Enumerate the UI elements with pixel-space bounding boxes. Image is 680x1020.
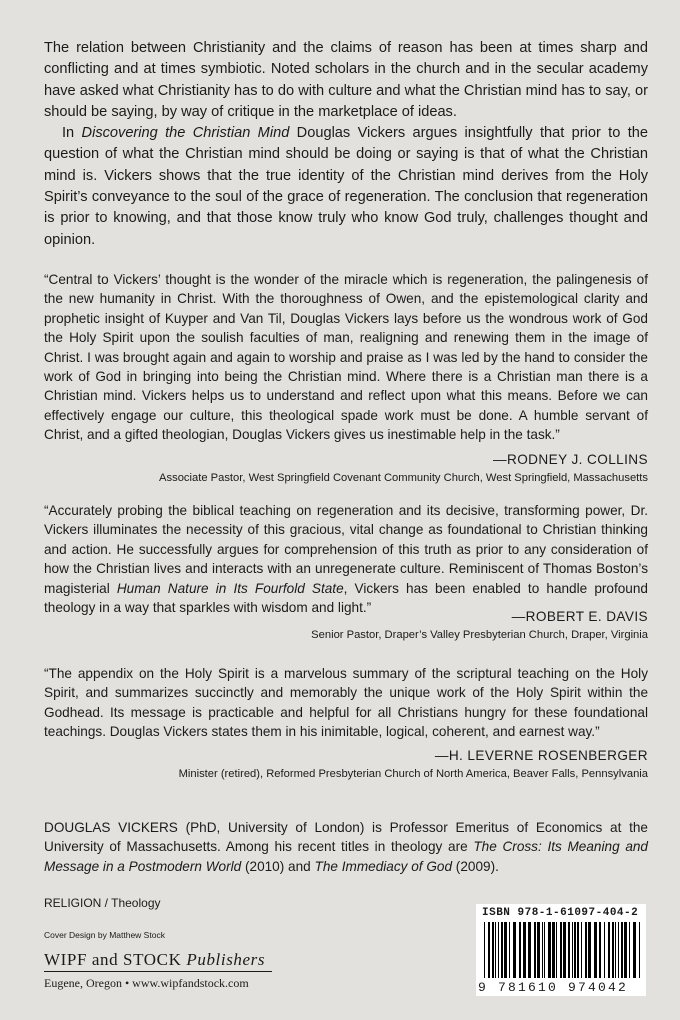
barcode-bar bbox=[495, 922, 496, 978]
barcode-bar bbox=[577, 922, 579, 978]
cited-title: Human Nature in Its Fourfold State bbox=[116, 580, 344, 596]
barcode-bars bbox=[484, 922, 640, 978]
bio-mid: (2010) and bbox=[241, 858, 315, 874]
barcode-bar bbox=[624, 922, 627, 978]
barcode-bar bbox=[621, 922, 623, 978]
blurb-p2-start: In bbox=[62, 125, 82, 142]
barcode-bar bbox=[552, 922, 555, 978]
barcode-bar bbox=[572, 922, 573, 978]
endorser-role-rosenberger: Minister (retired), Reformed Presbyterian Church of North America, Beaver Falls, Pennsylvania bbox=[178, 768, 648, 780]
barcode-bar bbox=[588, 922, 591, 978]
endorser-role-collins: Associate Pastor, West Springfield Covenant Community Church, West Springfield, Massachusetts bbox=[159, 472, 648, 484]
bio-end: (2009). bbox=[452, 858, 499, 874]
barcode-bar bbox=[608, 922, 610, 978]
bio-start: DOUGLAS VICKERS (PhD, University of London) is Professor Emeritus of Economics at the University of Massachusetts. Among his recent titles in theology are bbox=[44, 820, 648, 855]
blurb-paragraph-1: The relation between Christianity and the claims of reason has been at times sharp and conflicting and at times symbiotic. Noted scholars in the church and in the secular academy have asked what Christianity has to do with culture and what the Christian mind has to say, or should be saying, by way of critique in the marketplace of ideas. bbox=[44, 40, 648, 120]
book-title: Discovering the Christian Mind bbox=[81, 125, 290, 142]
endorser-name-davis: —ROBERT E. DAVIS bbox=[511, 609, 648, 624]
barcode-bar bbox=[629, 922, 630, 978]
barcode-bar bbox=[568, 922, 570, 978]
blurb-p2-rest: Douglas Vickers argues insightfully that prior to the question of what the Christian mind should be doing or saying is that of what the Christian mind is. Vickers shows that the true identity of the Christian mind derives from the Holy Spirit’s conveyance to the soul of the grace of regeneration. The conclusion that regeneration is prior to knowing, and that those know truly who know God truly, challenges thought and opinion. bbox=[44, 125, 648, 248]
endorsement-davis bbox=[44, 501, 648, 617]
ean-digits: 9 781610 974042 bbox=[478, 980, 629, 995]
barcode-bar bbox=[537, 922, 540, 978]
endorser-name-rosenberger: —H. LEVERNE ROSENBERGER bbox=[434, 748, 648, 763]
bio-title-1: The Cross: Its Meaning and Message in a Postmodern World bbox=[44, 839, 648, 874]
isbn-label: ISBN 978-1-61097-404-2 bbox=[482, 907, 639, 919]
publisher-location: Eugene, Oregon • www.wipfandstock.com bbox=[44, 976, 249, 990]
barcode-bar bbox=[618, 922, 619, 978]
publisher-divider bbox=[44, 971, 272, 972]
book-blurb bbox=[44, 38, 648, 251]
barcode-bar bbox=[639, 922, 640, 978]
barcode-bar bbox=[534, 922, 536, 978]
bio-title-2: The Immediacy of God bbox=[314, 858, 453, 874]
barcode-bar bbox=[615, 922, 616, 978]
barcode-bar bbox=[484, 922, 485, 978]
barcode-bar bbox=[604, 922, 605, 978]
barcode-bar bbox=[542, 922, 543, 978]
publisher-name: WIPF and STOCK bbox=[44, 950, 182, 969]
endorsement-rosenberger: “The appendix on the Holy Spirit is a marvelous summary of the scriptural teaching on the Holy Spirit, and summarizes succinctly and memorably the unique work of the Holy Spirit within the Godhead. Its message is practicable and helpful for all Christians hungry for these foundational teachings. Douglas Vickers states them in his inimitable, logical, coherent, and earnest way.” bbox=[44, 666, 648, 740]
barcode-bar bbox=[612, 922, 614, 978]
barcode-bar bbox=[585, 922, 587, 978]
barcode-bar bbox=[581, 922, 582, 978]
blurb-paragraph-2 bbox=[44, 123, 648, 251]
barcode-bar bbox=[504, 922, 507, 978]
barcode-bar bbox=[519, 922, 521, 978]
endorsement-collins: “Central to Vickers’ thought is the wonder of the miracle which is regeneration, the palingenesis of the new humanity in Christ. With the thoroughness of Owen, and the epistemological clarity and prophetic insight of Kuyper and Van Til, Douglas Vickers lays before us the wondrous work of God the Holy Spirit upon the soulish faculties of man, realigning and renewing them in the image of Christ. I was brought again and again to worship and praise as I was led by the hand to consider the work of God in bringing into being the Christian mind. Where there is a Christian man there is a Christian mind. Vickers helps us to understand and reflect upon what this means. Before we can effectively engage our culture, this theological spade work must be done. A humble servant of Christ, and a gifted theologian, Douglas Vickers gives us inestimable help in the task.” bbox=[44, 272, 648, 443]
endorser-name-collins: —RODNEY J. COLLINS bbox=[492, 452, 648, 467]
subject-category: RELIGION / Theology bbox=[44, 896, 161, 910]
barcode-bar bbox=[599, 922, 601, 978]
cover-design-credit: Cover Design by Matthew Stock bbox=[44, 930, 165, 940]
barcode-bar bbox=[560, 922, 562, 978]
barcode-bar bbox=[563, 922, 566, 978]
barcode-bar bbox=[574, 922, 576, 978]
author-bio bbox=[44, 818, 648, 876]
endorser-role-davis: Senior Pastor, Draper’s Valley Presbyterian Church, Draper, Virginia bbox=[311, 629, 648, 641]
barcode-bar bbox=[501, 922, 503, 978]
barcode-bar bbox=[556, 922, 557, 978]
barcode-bar bbox=[633, 922, 636, 978]
endorsement-davis-end: , Vickers has been enabled to handle profound theology in a way that sparkles with wisdom and light.” bbox=[44, 580, 648, 616]
barcode-bar bbox=[509, 922, 510, 978]
barcode-bar bbox=[513, 922, 516, 978]
barcode-bar bbox=[523, 922, 526, 978]
publisher-suffix: Publishers bbox=[186, 950, 266, 969]
barcode-bar bbox=[594, 922, 597, 978]
barcode-bar bbox=[492, 922, 494, 978]
barcode-bar bbox=[488, 922, 490, 978]
barcode-bar bbox=[544, 922, 545, 978]
endorsement-davis-start: “Accurately probing the biblical teaching on regeneration and its decisive, transforming power, Dr. Vickers illuminates the necessity of this gracious, vital change as foundational to Christian thinking and action. He successfully argues for comprehension of this truth as prior to any consideration of how the Christian lives and interacts with an unregenerate culture. Reminiscent of Thomas Boston’s magisterial bbox=[44, 503, 648, 596]
publisher-logo bbox=[44, 950, 265, 970]
barcode-bar bbox=[548, 922, 551, 978]
barcode-bar bbox=[528, 922, 531, 978]
barcode-bar bbox=[498, 922, 499, 978]
